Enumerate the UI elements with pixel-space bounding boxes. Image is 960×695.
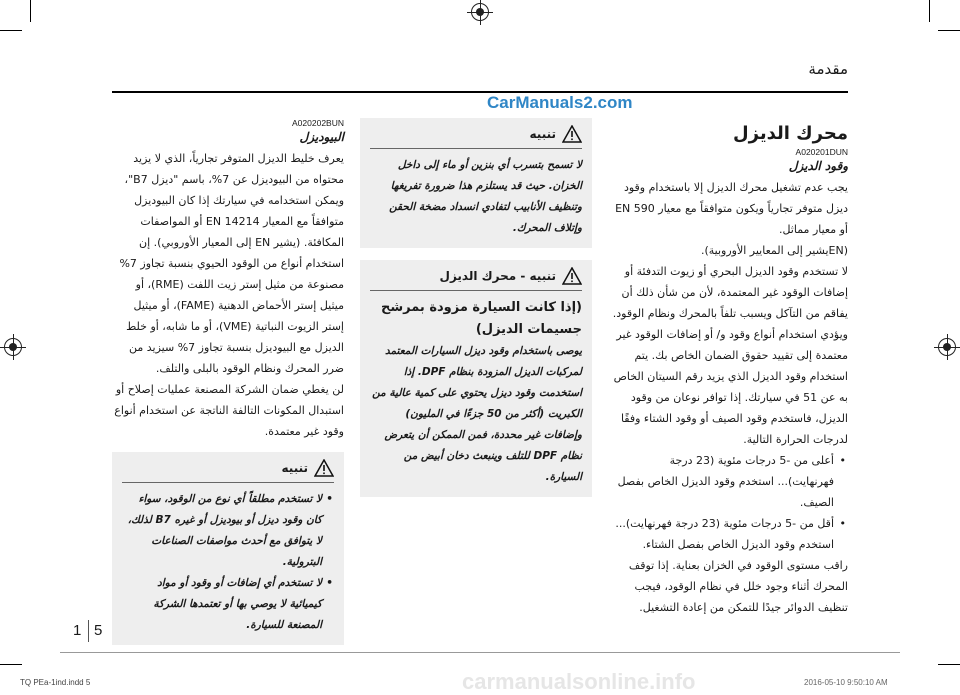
warning-triangle-icon (562, 267, 582, 285)
paragraph: (ENيشير إلى المعايير الأوروبية). (700, 244, 848, 257)
watermark: CarManuals2.com (487, 93, 633, 112)
warning-triangle-icon (562, 125, 582, 143)
list-item: • أعلى من -5 درجات مئوية (23 درجة فهرنهايت)... استخدم وقود الديزل الخاص بفصل الصيف. (610, 450, 834, 513)
caution-box (360, 260, 592, 497)
crop-mark (938, 30, 960, 31)
subsection-title: البيوديزل (299, 130, 344, 144)
warning-triangle-icon (314, 459, 334, 477)
crop-mark (938, 664, 960, 665)
caution-header (370, 125, 582, 149)
caution-text: يوصى باستخدام وقود ديزل السيارات المعتمد لمركبات الديزل المزودة بنظام DPF. إذا استخدمت وقود ديزل يحتوي على كمية عالية من الكبريت (أكثر من 50 جزءًا في المليون) وإضافات غير محددة، فمن الممكن أن يتعرض نظام DPF للتلف وينبعث دخان أبيض من السيارة. (372, 345, 582, 483)
section-code: A020202BUN (292, 118, 344, 128)
caution-box (360, 118, 592, 248)
section-cautions (360, 118, 592, 497)
paragraph: لن يغطي ضمان الشركة المصنعة عمليات إصلاح أو استبدال المكونات التالفة الناتجة عن استخدام أنواع وقود غير معتمدة. (114, 383, 344, 438)
caution-label: تنبيه (529, 127, 556, 141)
paragraph: لا تستخدم وقود الديزل البحري أو زيوت التدفئة أو إضافات الوقود غير المعتمدة، لأن من شأن ذلك أن يفاقم من التآكل ويسبب تلفاً بالمحرك ونظام الوقود. ويؤدي استخدام أنواع وقود و/ أو إضافات الوقود غير معتمدة إلى تقييد حقوق الضمان الخاص بك. يتم استخدام وقود الديزل الذي يزيد رقم السيتان الخاص به عن 51 في سيارتك. إذا توافر نوعان من وقود الديزل، فاستخدم وقود الصيف أو وقود الشتاء وفقًا لدرجات الحرارة التالية. (612, 265, 848, 446)
crop-mark (929, 0, 930, 22)
registration-mark-icon (938, 338, 956, 356)
paragraph: يجب عدم تشغيل محرك الديزل إلا باستخدام وقود ديزل متوفر تجارياً ويكون متوافقاً مع معيار EN 590 أو معيار مماثل. (615, 181, 848, 236)
header-rule (112, 91, 848, 93)
caution-header (370, 267, 582, 291)
footer-filename: TQ PEa-1ind.indd 5 (20, 678, 91, 687)
registration-mark-icon (471, 3, 489, 21)
temperature-list (610, 450, 848, 555)
list-item: • لا تستخدم مطلقاً أي نوع من الوقود، سواء كان وقود ديزل أو بيوديزل أو غيره B7 لذلك، لا يتوافق مع أحدث مواصفات الصناعات البترولية. (122, 489, 322, 573)
registration-mark-icon (4, 338, 22, 356)
caution-title: (إذا كانت السيارة مزودة بمرشح جسيمات الديزل) (380, 300, 582, 337)
caution-box (112, 452, 344, 645)
caution-label: تنبيه - محرك الديزل (439, 269, 556, 283)
list-item: • لا تستخدم أي إضافات أو وقود أو مواد كيميائية لا يوصي بها أو تعتمدها الشركة المصنعة للسيارة. (122, 573, 322, 636)
caution-list (122, 489, 334, 636)
footer-rule (60, 652, 900, 653)
caution-text: لا تسمح بتسرب أي بنزين أو ماء إلى داخل الخزان. حيث قد يستلزم هذا ضرورة تفريغها وتنظيف الأنابيب لتفادي انسداد مضخة الحقن وإتلاف المحرك. (389, 159, 582, 234)
page-number-divider (88, 620, 89, 642)
list-item: • أقل من -5 درجات مئوية (23 درجة فهرنهايت)... استخدم وقود الديزل الخاص بفصل الشتاء. (610, 513, 834, 555)
section-diesel-engine (610, 118, 848, 618)
crop-mark (0, 30, 22, 31)
chapter-title: مقدمة (808, 60, 848, 78)
paragraph: راقب مستوى الوقود في الخزان بعناية. إذا توقف المحرك أثناء وجود خلل في نظام الوقود، فيجب تنظيف الدوائر جيدًا للتمكن من إعادة التشغيل. (628, 559, 848, 614)
footer-date: 2016-05-10 9:50:10 AM (804, 678, 888, 687)
chapter-number: 1 (73, 622, 82, 639)
section-title: محرك الديزل (733, 123, 848, 144)
subsection-title: وقود الديزل (788, 159, 848, 173)
section-biodiesel (112, 118, 344, 645)
footer-watermark: carmanualsonline.info (462, 669, 696, 694)
caution-header (122, 459, 334, 483)
page-number: 5 (94, 622, 103, 639)
crop-mark (30, 0, 31, 22)
section-code: A020201DUN (795, 147, 848, 157)
paragraph: يعرف خليط الديزل المتوفر تجارياً، الذي لا يزيد محتواه من البيوديزل عن 7%، باسم "ديزل B7"، ويمكن استخدامه في سيارتك إذا كان البيوديزل متوافقاً مع المعيار EN 14214 أو المواصفات المكافئة. (يشير EN إلى المعيار الأوروبي). إن استخدام أنواع من الوقود الحيوي بنسبة تجاوز 7% مصنوعة من مثيل إستر زيت اللفت (RME)، أو ميثيل إستر الأحماض الدهنية (FAME)، أو ميثيل إستر الزيوت النباتية (VME)، أو ما شابه، أو خلط الديزل مع البيوديزل بنسبة تجاوز 7% سيزيد من ضرر المحرك ونظام الوقود بالبلى والتلف. (119, 152, 344, 375)
caution-label: تنبيه (281, 461, 308, 475)
crop-mark (0, 664, 22, 665)
